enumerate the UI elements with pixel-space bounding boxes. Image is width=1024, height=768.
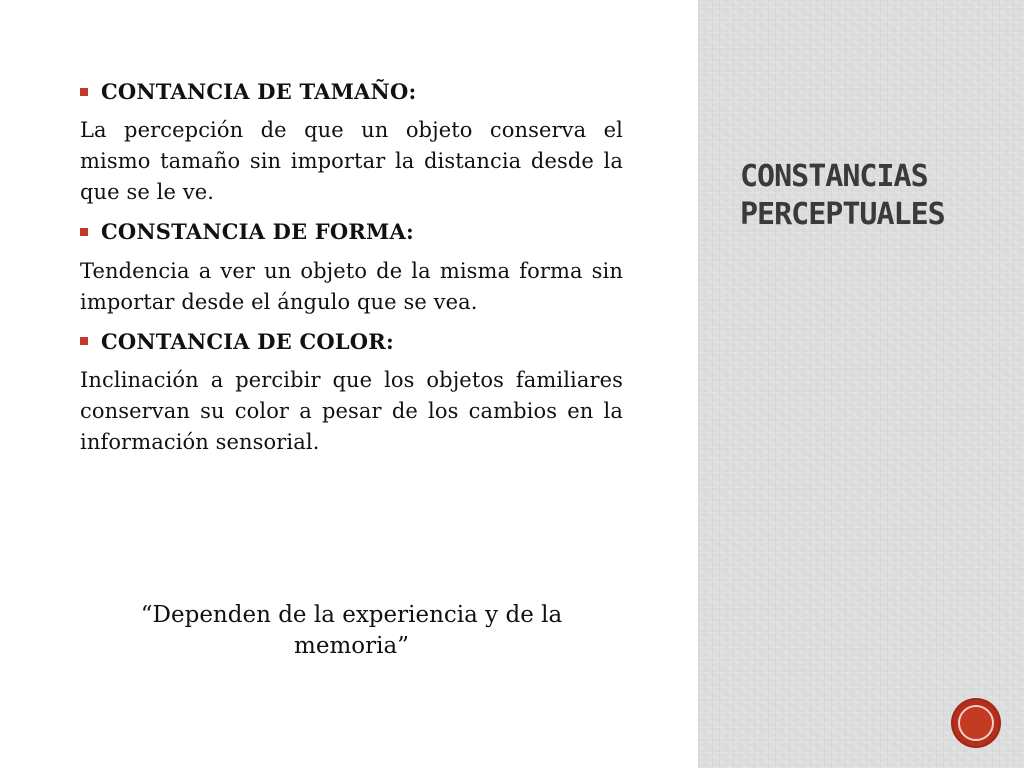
section-heading-size <box>80 78 623 105</box>
slide-title <box>740 158 1000 234</box>
heading-text: CONTANCIA DE TAMAÑO: <box>101 79 417 104</box>
section-heading-shape <box>80 218 623 245</box>
square-bullet-icon <box>80 337 88 345</box>
heading-text: CONTANCIA DE COLOR: <box>101 328 394 354</box>
section-heading-color <box>80 328 623 355</box>
nav-button-ring <box>958 705 994 741</box>
circle-nav-button-icon[interactable] <box>953 700 999 746</box>
section-text-shape: Tendencia a ver un objeto de la misma forma sin importar desde el ángulo que se vea. <box>80 258 623 314</box>
square-bullet-icon <box>80 88 88 96</box>
heading-text: CONSTANCIA DE FORMA: <box>101 219 414 245</box>
main-content <box>80 78 623 468</box>
title-line-1: CONSTANCIAS <box>740 159 928 194</box>
square-bullet-icon <box>80 228 88 236</box>
section-text-size: La percepción de que un objeto conserva el mismo tamaño sin importar la distancia desde la que se le ve. <box>80 118 623 205</box>
section-text-color: Inclinación a percibir que los objetos familiares conservan su color a pesar de los cambios en la información sensorial. <box>80 367 623 454</box>
title-line-2: PERCEPTUALES <box>740 197 945 232</box>
quote: “Dependen de la experiencia y de la memoria” <box>140 602 563 659</box>
side-panel <box>698 0 1024 768</box>
